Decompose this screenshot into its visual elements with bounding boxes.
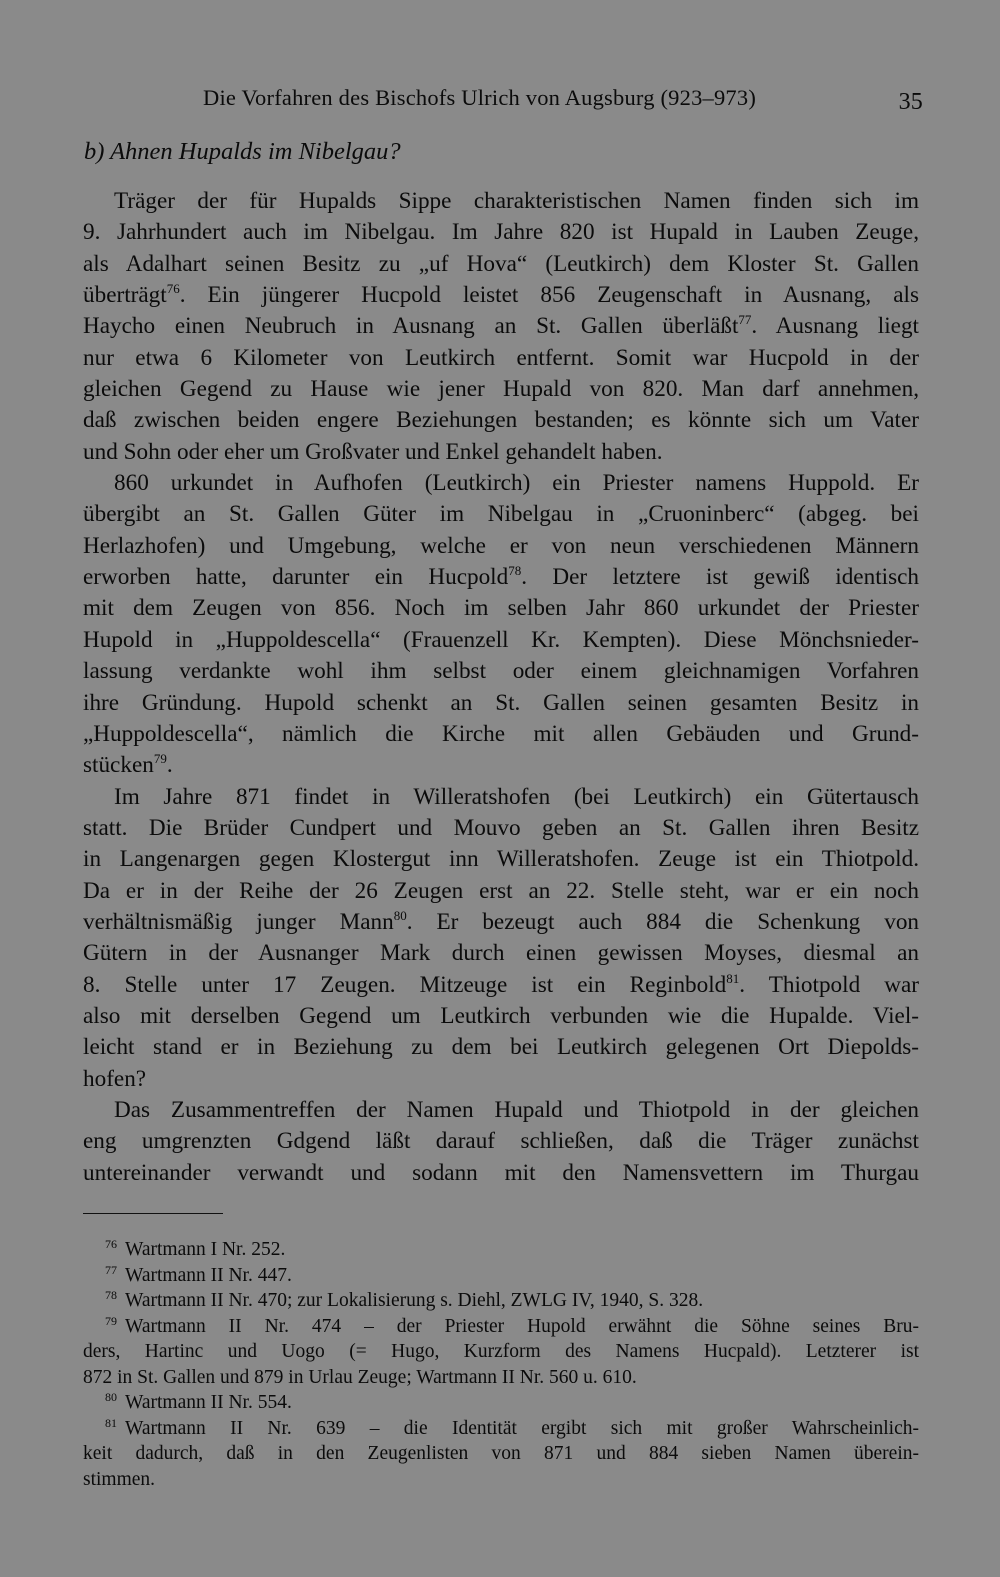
footnote-number: 76: [105, 1237, 117, 1251]
footnote-line: [83, 1416, 919, 1442]
text-line: [83, 562, 919, 593]
text-line: [83, 688, 919, 719]
line-text: stücken: [83, 752, 154, 779]
footnote-reference: 81: [726, 970, 740, 986]
footnote-number: 80: [105, 1390, 117, 1404]
line-text: mit dem Zeugen von 856. Noch im selben Jahr 860 urkundet der Priester: [83, 595, 919, 622]
footnote-text: Wartmann II Nr. 447.: [125, 1264, 292, 1286]
footnote-reference: 77: [738, 312, 752, 328]
footnote-text: keit dadurch, daß in den Zeugenlisten von 871 und 884 sieben Namen überein-: [83, 1443, 919, 1464]
line-text: lassung verdankte wohl ihm selbst oder einem gleichnamigen Vorfahren: [83, 658, 919, 685]
line-text: Haycho einen Neubruch in Ausnang an St. Gallen überläßt: [83, 313, 739, 340]
line-text: . Ein jüngerer Hucpold leistet 856 Zeugenschaft in Ausnang, als: [179, 282, 919, 309]
text-line: [83, 1095, 919, 1126]
line-text: übergibt an St. Gallen Güter im Nibelgau in „Cruoninberc“ (abgeg. bei: [83, 501, 919, 528]
footnote-line: [83, 1237, 919, 1263]
text-line: [83, 813, 919, 844]
line-text: . Ausnang liegt: [751, 313, 919, 340]
text-line: [83, 217, 919, 248]
line-text: und Sohn oder eher um Großvater und Enkel gehandelt haben.: [83, 438, 663, 465]
line-text: überträgt: [83, 282, 167, 309]
text-line: [83, 1032, 919, 1063]
section-heading: b) Ahnen Hupalds im Nibelgau?: [84, 138, 401, 165]
footnote-reference: 76: [166, 281, 180, 297]
line-text: leicht stand er in Beziehung zu dem bei Leutkirch gelegenen Ort Diepolds-: [83, 1034, 919, 1061]
line-text: . Thiotpold war: [739, 971, 919, 998]
text-line: [83, 499, 919, 530]
text-line: [83, 719, 919, 750]
footnote-line: [83, 1365, 919, 1391]
line-text: als Adalhart seinen Besitz zu „uf Hova“ (Leutkirch) dem Kloster St. Gallen: [83, 250, 919, 277]
text-line: [83, 782, 919, 813]
footnote-text: Wartmann I Nr. 252.: [125, 1239, 286, 1260]
line-text: 9. Jahrhundert auch im Nibelgau. Im Jahre 820 ist Hupald in Lauben Zeuge,: [83, 219, 919, 246]
text-line: [83, 938, 919, 969]
line-text: daß zwischen beiden engere Beziehungen bestanden; es könnte sich um Vater: [83, 407, 919, 434]
text-line: [83, 468, 919, 499]
footnote-number: 81: [105, 1415, 117, 1430]
running-title: Die Vorfahren des Bischofs Ulrich von Augsburg (923–973): [203, 85, 757, 110]
footnote-text: stimmen.: [83, 1468, 156, 1490]
footnotes: [83, 1237, 919, 1492]
line-text: . Er bezeugt auch 884 die Schenkung von: [406, 908, 919, 935]
footnote-reference: 79: [153, 751, 167, 767]
text-line: [83, 374, 919, 405]
footnote-text: 872 in St. Gallen und 879 in Urlau Zeuge; Wartmann II Nr. 560 u. 610.: [83, 1366, 637, 1388]
text-line: [83, 750, 919, 781]
page-number: 35: [898, 89, 923, 115]
text-line: [83, 405, 919, 436]
text-line: [83, 343, 919, 374]
text-line: [83, 280, 919, 311]
footnote-line: [83, 1288, 919, 1314]
footnote-line: [83, 1390, 919, 1416]
line-text: untereinander verwandt und sodann mit den Namensvettern im Thurgau: [83, 1159, 919, 1186]
line-text: Hupold in „Huppoldescella“ (Frauenzell Kr. Kempten). Diese Mönchsnieder-: [83, 626, 919, 653]
text-line: [83, 970, 919, 1001]
line-text: „Huppoldescella“, nämlich die Kirche mit allen Gebäuden und Grund-: [83, 720, 919, 747]
line-text: eng umgrenzten Gdgend läßt darauf schließen, daß die Träger zunächst: [83, 1128, 919, 1155]
text-line: [83, 593, 919, 624]
footnote-number: 77: [105, 1262, 117, 1277]
text-line: [83, 625, 919, 656]
footnote-line: [83, 1441, 919, 1467]
line-text: . Der letztere ist gewiß identisch: [521, 564, 919, 591]
line-text: 8. Stelle unter 17 Zeugen. Mitzeuge ist ein Reginbold: [83, 971, 727, 998]
line-text: Herlazhofen) und Umgebung, welche er von neun verschiedenen Männern: [83, 532, 919, 559]
footnote-line: [83, 1314, 919, 1340]
footnote-text: Wartmann II Nr. 470; zur Lokalisierung s. Diehl, ZWLG IV, 1940, S. 328.: [125, 1290, 704, 1311]
footnote-text: Wartmann II Nr. 639 – die Identität ergibt sich mit großer Wahrscheinlich-: [125, 1417, 919, 1439]
line-text: in Langenargen gegen Klostergut inn Willeratshofen. Zeuge ist ein Thiotpold.: [83, 846, 919, 873]
line-text: statt. Die Brüder Cundpert und Mouvo geben an St. Gallen ihren Besitz: [83, 814, 919, 841]
line-text: gleichen Gegend zu Hause wie jener Hupald von 820. Man darf annehmen,: [83, 376, 919, 403]
line-text: Träger der für Hupalds Sippe charakteristischen Namen finden sich im: [114, 188, 919, 214]
footnote-reference: 78: [508, 563, 522, 579]
running-head: [203, 80, 923, 116]
line-text: Im Jahre 871 findet in Willeratshofen (bei Leutkirch) ein Gütertausch: [114, 783, 919, 810]
text-line: [83, 531, 919, 562]
text-line: [83, 656, 919, 687]
footnote-text: ders, Hartinc und Uogo (= Hugo, Kurzform des Namens Hucpald). Letzterer ist: [83, 1341, 919, 1362]
line-text: Gütern in der Ausnanger Mark durch einen gewissen Moyses, diesmal an: [83, 940, 919, 967]
footnote-text: Wartmann II Nr. 474 – der Priester Hupold erwähnt die Söhne seines Bru-: [125, 1315, 919, 1337]
text-line: [83, 437, 919, 468]
text-line: [83, 1001, 919, 1032]
footnote-line: [83, 1263, 919, 1289]
body-text: [83, 186, 919, 1189]
footnote-line: [83, 1467, 919, 1493]
line-text: erworben hatte, darunter ein Hucpold: [83, 564, 509, 591]
line-text: ihre Gründung. Hupold schenkt an St. Gallen seinen gesamten Besitz in: [83, 689, 919, 716]
footnote-text: Wartmann II Nr. 554.: [125, 1392, 292, 1413]
text-line: [83, 844, 919, 875]
text-line: [83, 907, 919, 938]
line-text: verhältnismäßig junger Mann: [83, 908, 394, 935]
line-text: 860 urkundet in Aufhofen (Leutkirch) ein Priester namens Huppold. Er: [114, 470, 919, 497]
text-line: [83, 249, 919, 280]
footnote-number: 78: [105, 1288, 117, 1302]
footnote-line: [83, 1339, 919, 1365]
line-text: Da er in der Reihe der 26 Zeugen erst an 22. Stelle steht, war er ein noch: [83, 877, 919, 904]
line-text: .: [166, 752, 173, 779]
footnote-rule: [83, 1213, 223, 1214]
text-line: [83, 311, 919, 342]
text-line: [83, 876, 919, 907]
line-text: hofen?: [83, 1065, 147, 1092]
footnote-reference: 80: [393, 907, 407, 923]
text-line: [83, 1126, 919, 1157]
line-text: Das Zusammentreffen der Namen Hupald und Thiotpold in der gleichen: [114, 1096, 919, 1123]
text-line: [83, 186, 919, 217]
line-text: also mit derselben Gegend um Leutkirch verbunden wie die Hupalde. Viel-: [83, 1002, 919, 1029]
text-line: [83, 1064, 919, 1095]
line-text: nur etwa 6 Kilometer von Leutkirch entfernt. Somit war Hucpold in der: [83, 344, 919, 371]
text-line: [83, 1158, 919, 1189]
footnote-number: 79: [105, 1313, 117, 1328]
